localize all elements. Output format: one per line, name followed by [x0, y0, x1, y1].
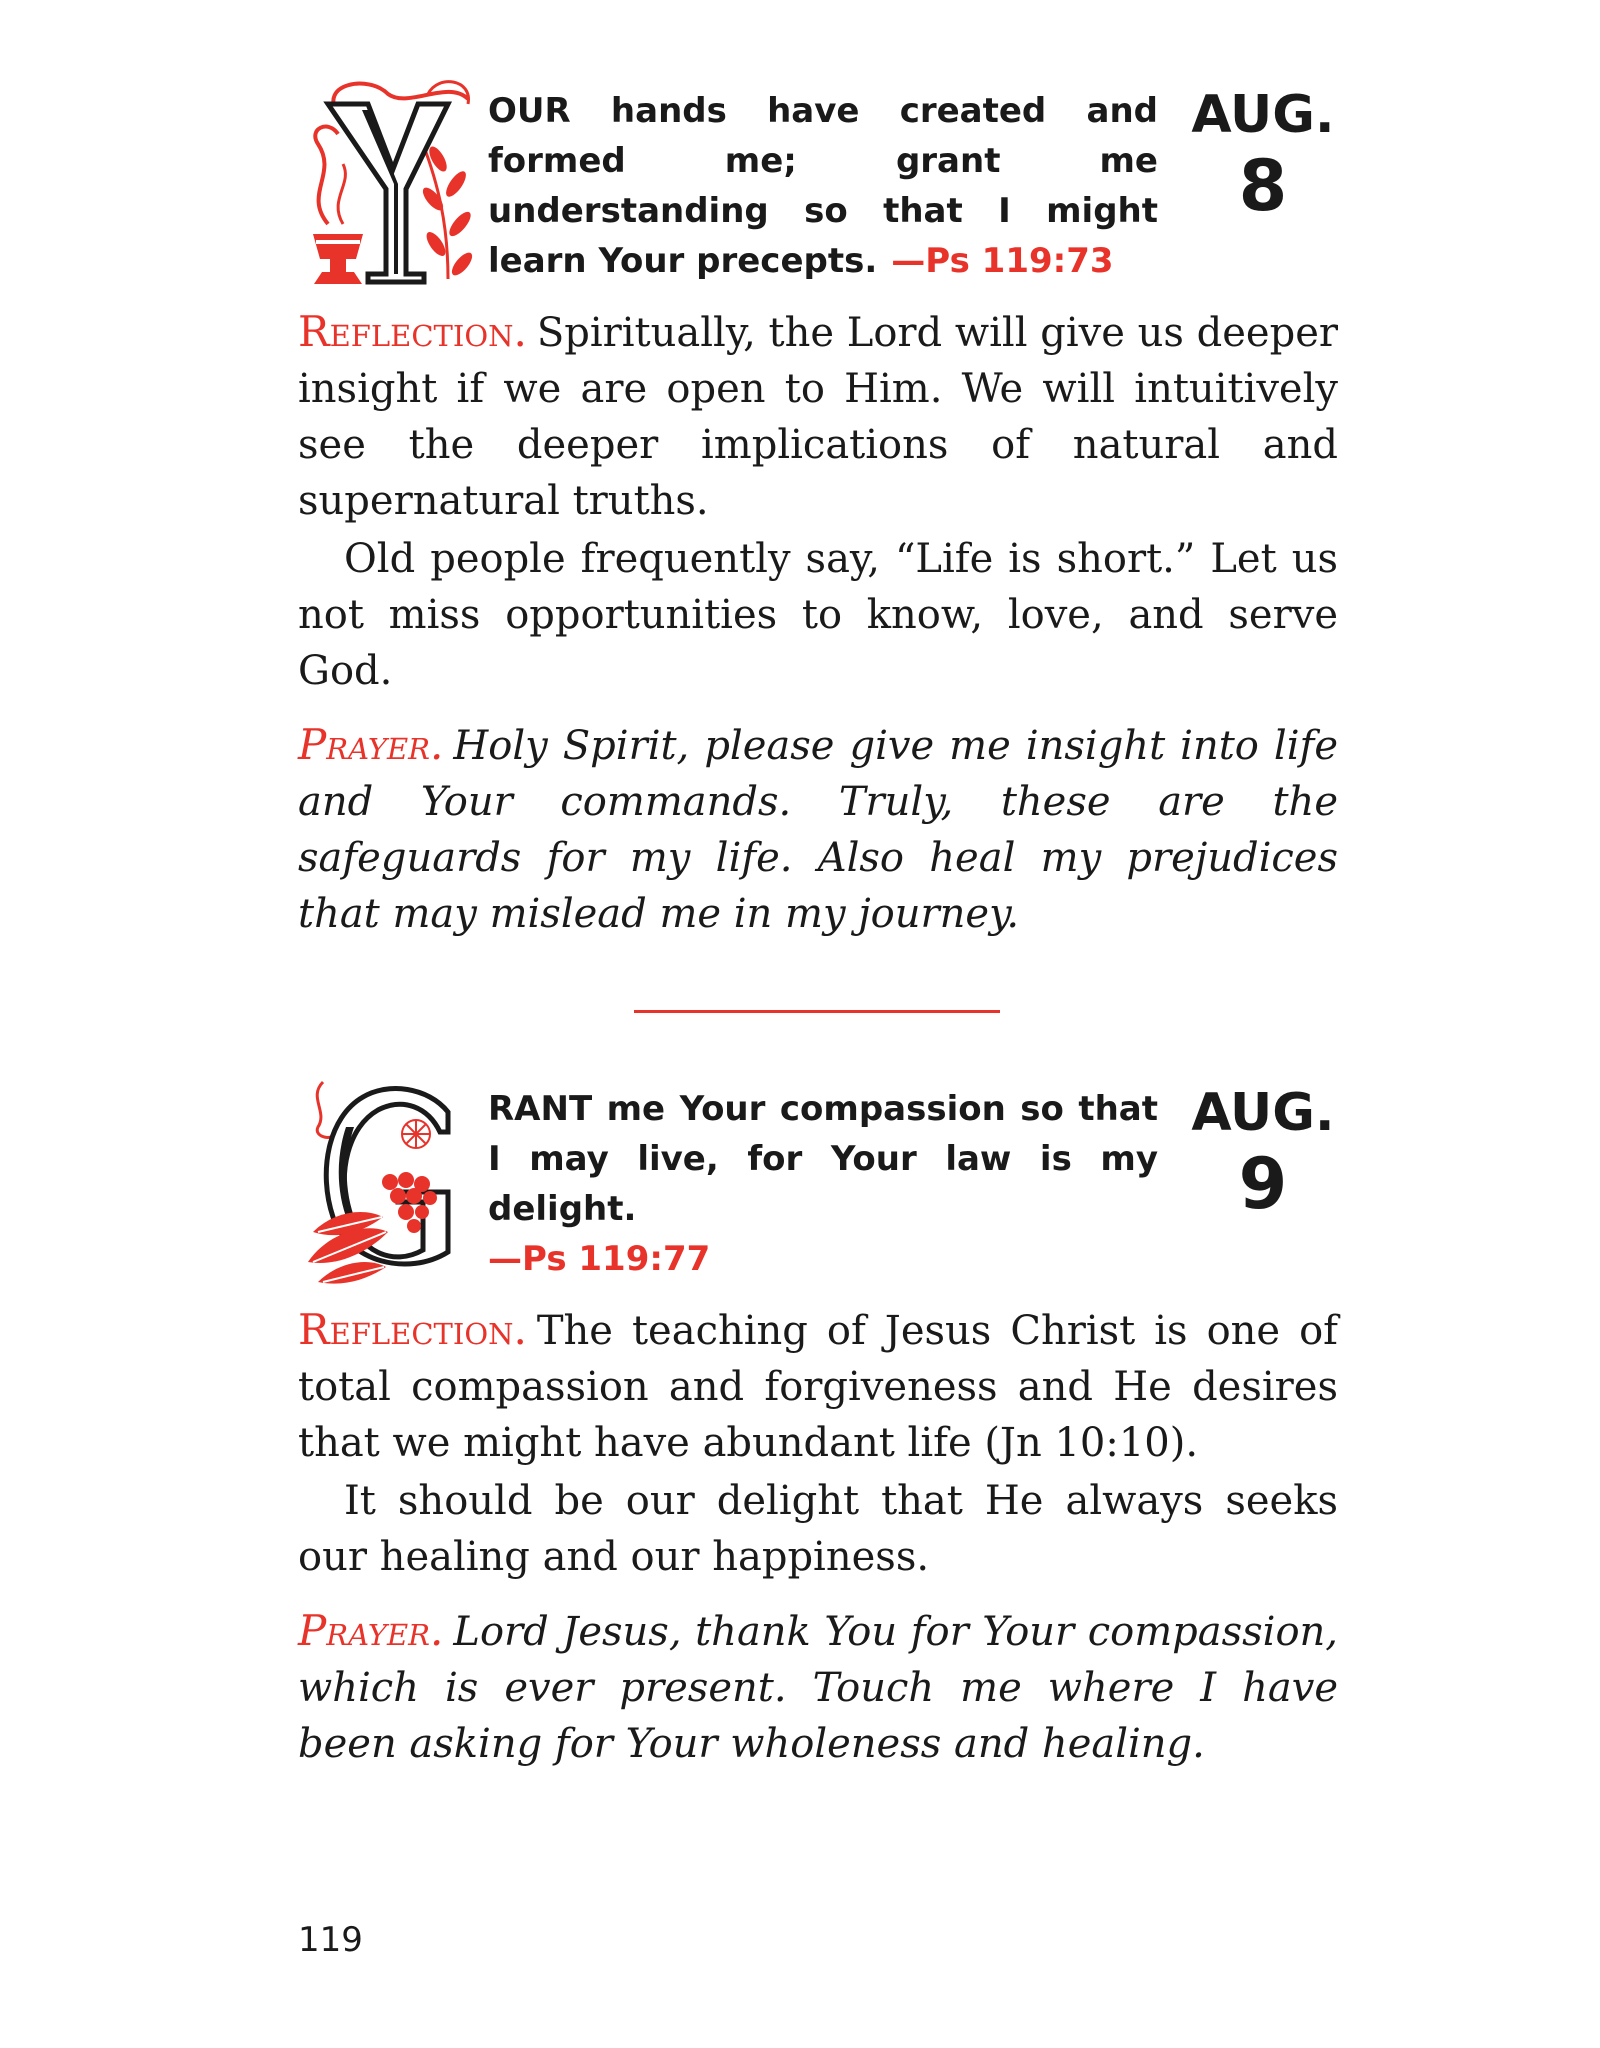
decorated-initial-g — [298, 1072, 480, 1292]
scripture-verse — [488, 86, 1158, 286]
devotion-entry-aug-9 — [298, 1072, 1338, 1772]
prayer-text: Lord Jesus, thank You for Your compassion, which is ever present. Touch me where I have been asking for Your wholeness and healing. — [298, 1609, 1338, 1767]
prayer-label: Prayer. — [298, 1606, 444, 1655]
entry-body — [298, 1302, 1338, 1772]
verse-text: RANT me Your compassion so that I may live, for Your law is my delight. — [488, 1089, 1158, 1229]
reflection-paragraph — [298, 304, 1338, 529]
reflection-label: Reflection. — [298, 307, 527, 356]
scripture-verse — [488, 1084, 1158, 1284]
date-month: AUG. — [1191, 1083, 1335, 1143]
ornament-grapes-leaves-icon — [298, 1072, 480, 1292]
entry-header — [298, 1072, 1338, 1302]
date-block — [1188, 1082, 1338, 1224]
date-day: 8 — [1238, 145, 1288, 227]
prayer-paragraph — [298, 717, 1338, 942]
verse-text: OUR hands have created and formed me; grant me understanding so that I might learn Your precepts. — [488, 91, 1158, 281]
decorated-initial-y — [298, 74, 480, 294]
date-month: AUG. — [1191, 85, 1335, 145]
reflection-label: Reflection. — [298, 1305, 527, 1354]
reflection-paragraph-2: Old people frequently say, “Life is short.” Let us not miss opportunities to know, love, and serve God. — [298, 536, 1338, 694]
devotion-entry-aug-8 — [298, 74, 1338, 942]
date-day: 9 — [1238, 1143, 1288, 1225]
reflection-paragraph-2: It should be our delight that He always seeks our healing and our happiness. — [298, 1478, 1338, 1580]
verse-reference: —Ps 119:73 — [891, 241, 1114, 281]
reflection-text: The teaching of Jesus Christ is one of total compassion and forgiveness and He desires that we might have abundant life (Jn 10:10). — [298, 1308, 1338, 1466]
prayer-paragraph — [298, 1603, 1338, 1772]
section-divider — [634, 1010, 1000, 1013]
ornament-chalice-branch-icon — [298, 74, 480, 294]
date-block — [1188, 84, 1338, 226]
entry-body — [298, 304, 1338, 942]
reflection-text: Spiritually, the Lord will give us deeper insight if we are open to Him. We will intuitively see the deeper implications of natural and supernatural truths. — [298, 310, 1338, 524]
verse-reference: —Ps 119:77 — [488, 1239, 711, 1279]
reflection-paragraph — [298, 1302, 1338, 1471]
prayer-text: Holy Spirit, please give me insight into life and Your commands. Truly, these are the safeguards for my life. Also heal my prejudices that may mislead me in my journey. — [298, 723, 1338, 937]
prayer-label: Prayer. — [298, 720, 444, 769]
entry-header — [298, 74, 1338, 304]
page-number: 119 — [298, 1920, 363, 1960]
